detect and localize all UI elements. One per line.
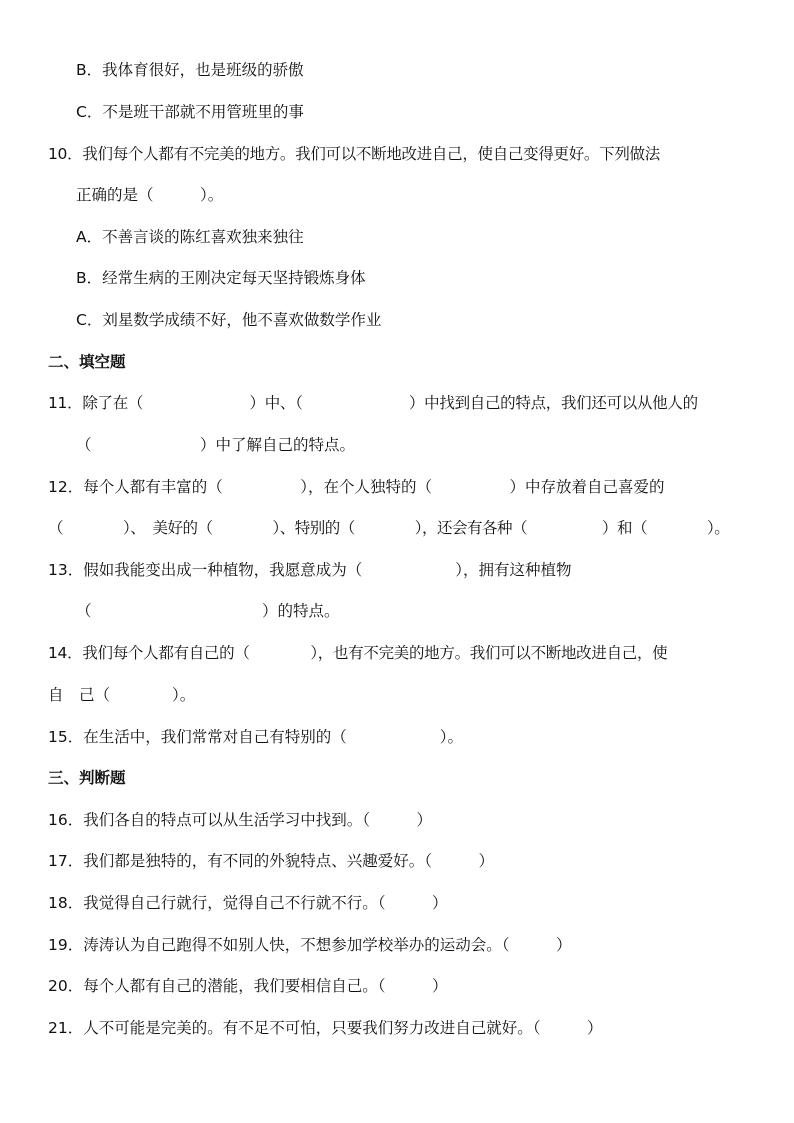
q11-stem-continued: （ ）中了解自己的特点。 <box>76 436 356 454</box>
section-fill-in-blank-heading: 二、填空题 <box>48 353 126 371</box>
q9-option-b: B．我体育很好，也是班级的骄傲 <box>76 61 304 79</box>
q20-stem: 20．每个人都有自己的潜能，我们要相信自己。（ ） <box>48 977 448 995</box>
q13-stem: 13．假如我能变出成一种植物，我愿意成为（ ），拥有这种植物 <box>48 561 572 579</box>
q11-stem: 11．除了在（ ）中、（ ）中找到自己的特点，我们还可以从他人的 <box>48 394 698 412</box>
section-true-false-heading: 三、判断题 <box>48 769 126 787</box>
q10-option-b: B．经常生病的王刚决定每天坚持锻炼身体 <box>76 269 366 287</box>
q16-stem: 16．我们各自的特点可以从生活学习中找到。（ ） <box>48 811 432 829</box>
q21-stem: 21．人不可能是完美的。有不足不可怕，只要我们努力改进自己就好。（ ） <box>48 1019 603 1037</box>
q12-stem-continued: （ ）、 美好的（ ）、特别的（ ），还会有各种（ ）和（ ）。 <box>48 519 730 537</box>
q10-stem: 10．我们每个人都有不完美的地方。我们可以不断地改进自己，使自己变得更好。下列做法 <box>48 145 660 163</box>
q13-stem-continued: （ ）的特点。 <box>76 602 340 620</box>
q17-stem: 17．我们都是独特的，有不同的外貌特点、兴趣爱好。（ ） <box>48 852 494 870</box>
q15-stem: 15．在生活中，我们常常对自己有特别的（ ）。 <box>48 728 463 746</box>
q10-stem-continued: 正确的是（ ）。 <box>76 186 224 204</box>
q9-option-c: C．不是班干部就不用管班里的事 <box>76 103 304 121</box>
q12-stem: 12．每个人都有丰富的（ ），在个人独特的（ ）中存放着自己喜爱的 <box>48 478 665 496</box>
q19-stem: 19．涛涛认为自己跑得不如别人快，不想参加学校举办的运动会。（ ） <box>48 936 572 954</box>
q14-stem-continued: 自 己（ ）。 <box>48 686 196 704</box>
q18-stem: 18．我觉得自己行就行，觉得自己不行就不行。（ ） <box>48 894 448 912</box>
q10-option-a: A．不善言谈的陈红喜欢独来独往 <box>76 228 304 246</box>
q14-stem: 14．我们每个人都有自己的（ ），也有不完美的地方。我们可以不断地改进自己，使 <box>48 644 668 662</box>
q10-option-c: C．刘星数学成绩不好，他不喜欢做数学作业 <box>76 311 382 329</box>
